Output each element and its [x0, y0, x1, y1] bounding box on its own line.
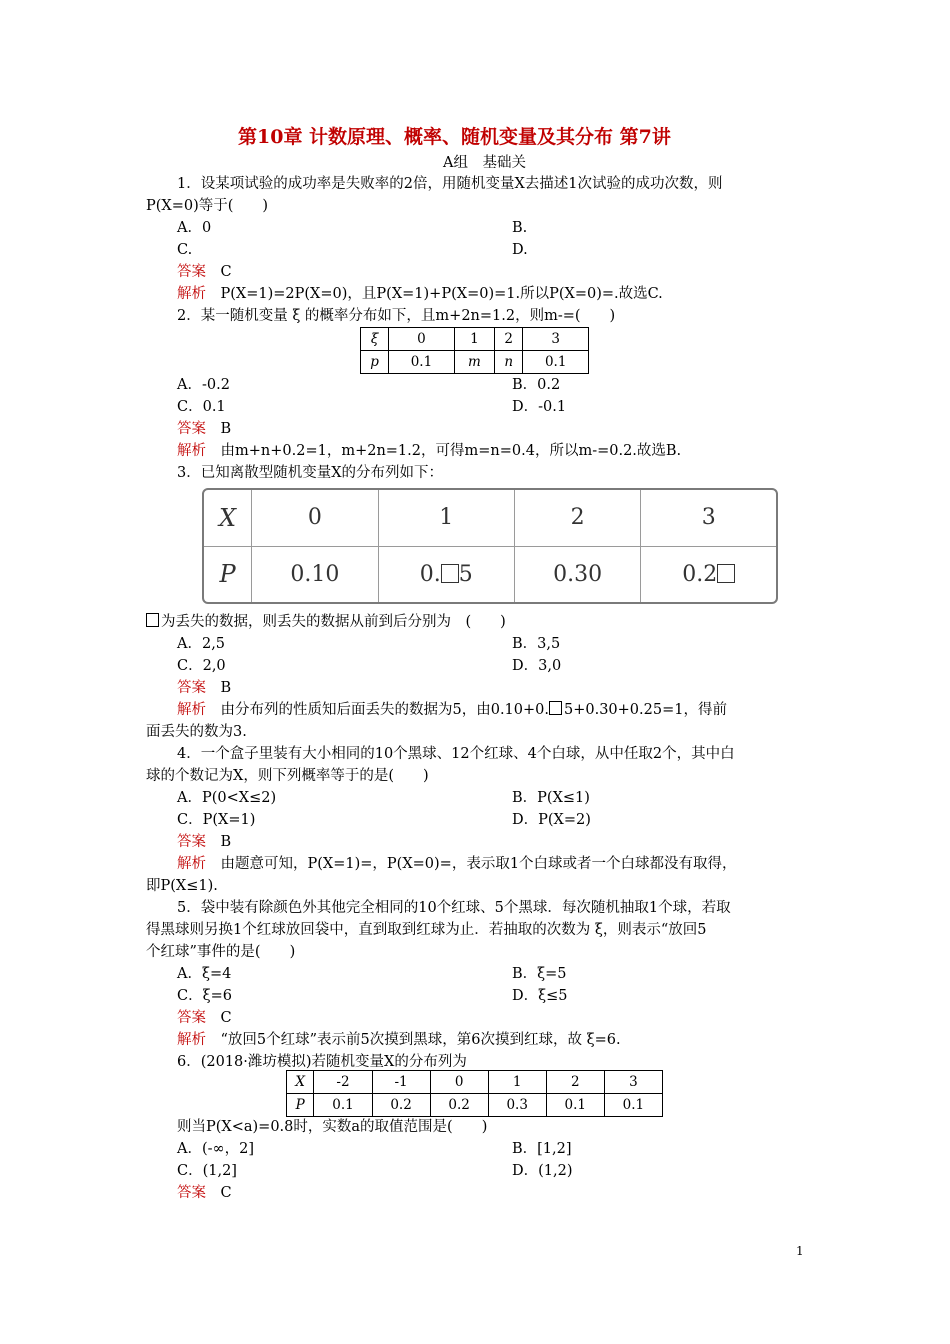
q6-stem: 6．(2018·潍坊模拟)若随机变量X的分布列为: [177, 1054, 467, 1070]
table-cell: 0.2: [430, 1094, 488, 1117]
table-cell: n: [495, 351, 523, 374]
table-cell: 2: [495, 328, 523, 351]
q1-answer: [177, 261, 232, 283]
q3-option-a: A．2,5: [177, 636, 226, 652]
q2-option-a: A．-0.2: [177, 377, 230, 393]
q1-option-d: D.: [512, 242, 528, 258]
table-cell: 1: [454, 328, 494, 351]
q3-analysis-text: 由分布列的性质知后面丢失的数据为5，由0.10+0.: [220, 702, 549, 718]
cell-prefix: 0.2: [682, 561, 718, 587]
table-cell: 0.3: [488, 1094, 546, 1117]
table-cell: 0.1: [523, 351, 589, 374]
table-cell: 0: [430, 1071, 488, 1094]
q2-answer-value: B: [220, 421, 232, 437]
page-number: 1: [796, 1244, 804, 1258]
analysis-label: 解析: [177, 702, 206, 718]
analysis-label: 解析: [177, 443, 206, 459]
q3-option-b: B．3,5: [512, 636, 561, 652]
table-row: [361, 328, 589, 351]
q3-after-table: [146, 611, 506, 633]
q1-option-b: B.: [512, 220, 528, 236]
table-cell: 3: [641, 490, 776, 546]
table-row: [204, 546, 776, 602]
q3-answer: [177, 677, 231, 699]
analysis-label: 解析: [177, 286, 206, 302]
q5-option-d: D．ξ≤5: [512, 988, 568, 1004]
q3-analysis-text-2: 5+0.30+0.25=1，得前: [564, 702, 727, 718]
table-cell: 0.10: [252, 546, 378, 602]
q4-analysis-text: 由题意可知，P(X=1)=，P(X=0)=，表示取1个白球或者一个白球都没有取得，: [220, 856, 737, 872]
q6-answer: [177, 1182, 232, 1204]
table-cell: 0.1: [604, 1094, 662, 1117]
table-cell: 0: [389, 328, 455, 351]
answer-label: 答案: [177, 1185, 206, 1201]
table-cell: 0.1: [546, 1094, 604, 1117]
answer-label: 答案: [177, 680, 206, 696]
q3-after-text: 为丢失的数据，则丢失的数据从前到后分别为 ( ): [161, 614, 506, 630]
q5-answer: [177, 1007, 232, 1029]
table-cell: 1: [488, 1071, 546, 1094]
table-cell: X: [204, 490, 252, 546]
q1-stem-line2: P(X=0)等于( ): [146, 198, 269, 214]
answer-label: 答案: [177, 264, 206, 280]
answer-label: 答案: [177, 834, 206, 850]
table-cell: 1: [378, 490, 514, 546]
cell-suffix: 5: [458, 561, 473, 587]
table-cell: [641, 546, 776, 602]
table-cell: ξ: [361, 328, 389, 351]
table-cell: 0.1: [389, 351, 455, 374]
missing-box-icon: [441, 564, 459, 583]
q4-option-d: D．P(X=2): [512, 812, 591, 828]
q3-answer-value: B: [220, 680, 232, 696]
q5-option-a: A．ξ=4: [177, 966, 232, 982]
q3-distribution-table: [202, 488, 778, 604]
q4-analysis-line2: 即P(X≤1).: [146, 878, 218, 894]
q2-distribution-table: [360, 327, 589, 374]
table-cell: 2: [514, 490, 640, 546]
table-cell: -1: [372, 1071, 430, 1094]
table-row: [204, 490, 776, 546]
table-cell: X: [287, 1071, 314, 1094]
q1-analysis-text: P(X=1)=2P(X=0)，且P(X=1)+P(X=0)=1.所以P(X=0)=.故选C.: [220, 286, 663, 302]
q4-option-b: B．P(X≤1): [512, 790, 590, 806]
q5-option-b: B．ξ=5: [512, 966, 567, 982]
table-cell: -2: [314, 1071, 372, 1094]
table-cell: m: [454, 351, 494, 374]
table-row: [287, 1071, 663, 1094]
table-cell: P: [287, 1094, 314, 1117]
q3-stem: 3．已知离散型随机变量X的分布列如下：: [177, 465, 444, 481]
q6-option-c: C．(1,2]: [177, 1163, 237, 1179]
q6-distribution-table: [286, 1070, 663, 1117]
table-cell: 0.30: [514, 546, 640, 602]
q5-analysis: [177, 1029, 621, 1051]
q1-option-c: C.: [177, 242, 193, 258]
q2-option-d: D．-0.1: [512, 399, 567, 415]
q6-option-b: B．[1,2]: [512, 1141, 572, 1157]
q5-answer-value: C: [220, 1010, 232, 1026]
q1-answer-value: C: [220, 264, 232, 280]
analysis-label: 解析: [177, 856, 206, 872]
q6-answer-value: C: [220, 1185, 232, 1201]
q2-option-b: B．0.2: [512, 377, 561, 393]
cell-prefix: 0.: [419, 561, 441, 587]
q2-option-c: C．0.1: [177, 399, 226, 415]
missing-box-icon: [717, 564, 735, 583]
q3-analysis-line2: 面丢失的数为3.: [146, 724, 247, 740]
q2-stem: 2．某一随机变量 ξ 的概率分布如下，且m+2n=1.2，则m-=( ): [177, 308, 616, 324]
table-cell: 2: [546, 1071, 604, 1094]
table-cell: 0.1: [314, 1094, 372, 1117]
q5-stem-line2: 得黑球则另换1个红球放回袋中，直到取到红球为止．若抽取的次数为 ξ，则表示“放回5: [146, 922, 707, 938]
missing-box-icon: [146, 613, 159, 627]
table-cell: 3: [604, 1071, 662, 1094]
table-cell: 0: [252, 490, 378, 546]
q2-answer: [177, 418, 231, 440]
section-subtitle: A组 基础关: [443, 155, 526, 171]
q1-stem-line1: 1．设某项试验的成功率是失败率的2倍，用随机变量X去描述1次试验的成功次数，则: [177, 176, 723, 192]
q4-answer-value: B: [220, 834, 232, 850]
q3-option-c: C．2,0: [177, 658, 226, 674]
table-cell: p: [361, 351, 389, 374]
q1-option-a: A．0: [177, 220, 212, 236]
table-cell: [378, 546, 514, 602]
table-row: [361, 351, 589, 374]
table-cell: 3: [523, 328, 589, 351]
q5-stem-line1: 5．袋中装有除颜色外其他完全相同的10个红球、5个黑球．每次随机抽取1个球，若取: [177, 900, 731, 916]
table-cell: P: [204, 546, 252, 602]
q4-stem-line2: 球的个数记为X，则下列概率等于的是( ): [146, 768, 429, 784]
q5-analysis-text: “放回5个红球”表示前5次摸到黑球，第6次摸到红球，故 ξ=6.: [220, 1032, 621, 1048]
answer-label: 答案: [177, 421, 206, 437]
q3-analysis: [177, 699, 727, 721]
q4-answer: [177, 831, 231, 853]
q2-analysis: [177, 440, 681, 462]
table-row: [287, 1094, 663, 1117]
answer-label: 答案: [177, 1010, 206, 1026]
q6-stem-line2: 则当P(X<a)=0.8时，实数a的取值范围是( ): [177, 1119, 488, 1135]
q4-analysis: [177, 853, 737, 875]
missing-box-icon: [549, 701, 562, 715]
q6-option-d: D．(1,2): [512, 1163, 573, 1179]
q4-option-c: C．P(X=1): [177, 812, 256, 828]
q5-option-c: C．ξ=6: [177, 988, 232, 1004]
q2-analysis-text: 由m+n+0.2=1，m+2n=1.2，可得m=n=0.4，所以m-=0.2.故选B.: [220, 443, 682, 459]
q6-option-a: A．(-∞，2]: [177, 1141, 254, 1157]
q5-stem-line3: 个红球”事件的是( ): [146, 944, 296, 960]
table-cell: 0.2: [372, 1094, 430, 1117]
analysis-label: 解析: [177, 1032, 206, 1048]
q4-stem-line1: 4．一个盒子里装有大小相同的10个黑球、12个红球、4个白球，从中任取2个，其中白: [177, 746, 735, 762]
page-title: 第10章 计数原理、概率、随机变量及其分布 第7讲: [238, 126, 671, 148]
q3-option-d: D．3,0: [512, 658, 562, 674]
q4-option-a: A．P(0<X≤2): [177, 790, 277, 806]
q1-analysis: [177, 283, 663, 305]
